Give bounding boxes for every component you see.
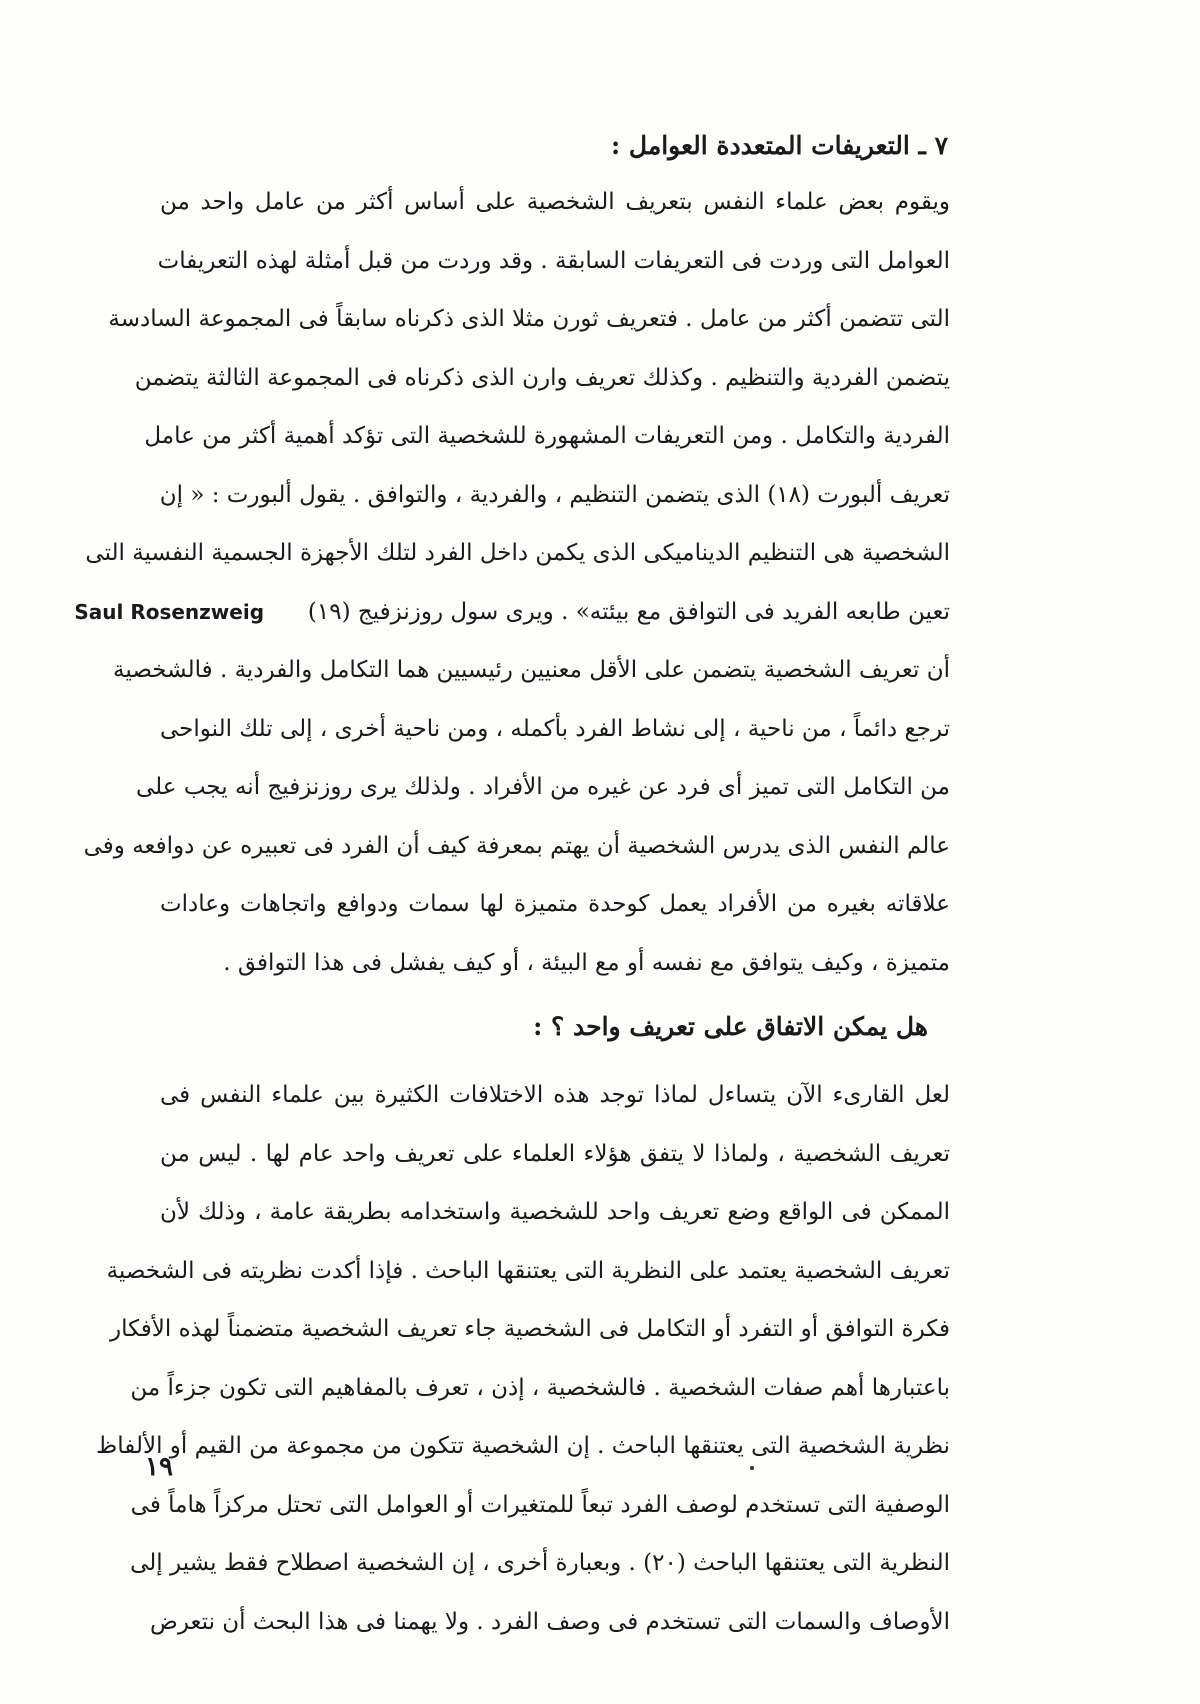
text-line: ترجع دائماً ، من ناحية ، إلى نشاط الفرد بأكمله ، ومن ناحية أخرى ، إلى تلك النواحى: [159, 715, 950, 742]
text-line: تعريف الشخصية يعتمد على النظرية التى يعتنقها الباحث . فإذا أكدت نظريته فى الشخصية: [106, 1257, 950, 1284]
text-line: تعريف ألبورت (١٨) الذى يتضمن التنظيم ، والفردية ، والتوافق . يقول ألبورت : « إن: [159, 481, 950, 508]
text-line: متميزة ، وكيف يتوافق مع نفسه أو مع البيئة ، أو كيف يفشل فى هذا التوافق .: [223, 949, 950, 976]
print-dot-mark: [750, 1466, 754, 1470]
text-line-arabic-part: تعين طابعه الفريد فى التوافق مع بيئته» . ويرى سول روزنزفيج (١٩): [307, 598, 950, 625]
page-number: ١٩: [145, 1452, 173, 1482]
text-line: نظرية الشخصية التى يعتنقها الباحث . إن الشخصية تتكون من مجموعة من القيم أو الألفاظ: [96, 1433, 950, 1459]
text-line: من التكامل التى تميز أى فرد عن غيره من الأفراد . ولذلك يرى روزنزفيج أنه يجب على: [136, 774, 950, 800]
text-line: الوصفية التى تستخدم لوصف الفرد تبعاً للمتغيرات أو العوامل التى تحتل مركزاً هاماً فى: [130, 1491, 950, 1518]
text-line: التى تتضمن أكثر من عامل . فتعريف ثورن مثلا الذى ذكرناه سابقاً فى المجموعة السادسة: [108, 306, 950, 332]
text-line: باعتبارها أهم صفات الشخصية . فالشخصية ، إذن ، تعرف بالمفاهيم التى تكون جزءاً من: [130, 1374, 950, 1401]
text-line: الفردية والتكامل . ومن التعريفات المشهورة للشخصية التى تؤكد أهمية أكثر من عامل: [144, 423, 950, 449]
paragraph-multifactor-definitions: [74, 173, 950, 992]
text-line: فكرة التوافق أو التفرد أو التكامل فى الشخصية جاء تعريف الشخصية متضمناً لهذه الأفكار: [109, 1316, 950, 1342]
text-line: الأوصاف والسمات التى تستخدم فى وصف الفرد . ولا يهمنا فى هذا البحث أن نتعرض: [150, 1608, 950, 1635]
text-line: الشخصية هى التنظيم الديناميكى الذى يكمن داخل الفرد لتلك الأجهزة الجسمية النفسية التى: [85, 540, 950, 566]
text-line: علاقاته بغيره من الأفراد يعمل كوحدة متميزة لها سمات ودوافع واتجاهات وعادات: [160, 891, 950, 917]
text-line: تعريف الشخصية ، ولماذا لا يتفق هؤلاء العلماء على تعريف واحد عام لها . ليس من: [160, 1140, 950, 1167]
page-content: [74, 125, 950, 1651]
text-line: يتضمن الفردية والتنظيم . وكذلك تعريف وارن الذى ذكرناه فى المجموعة الثالثة يتضمن: [134, 364, 950, 391]
section-heading-single-definition: هل يمكن الاتفاق على تعريف واحد ؟ :: [533, 1012, 928, 1041]
latin-name-saul-rosenzweig: Saul Rosenzweig: [74, 599, 265, 624]
text-line-with-latin: [74, 583, 950, 642]
text-line: العوامل التى وردت فى التعريفات السابقة . وقد وردت من قبل أمثلة لهذه التعريفات: [157, 247, 950, 274]
text-line: النظرية التى يعتنقها الباحث (٢٠) . وبعبارة أخرى ، إن الشخصية اصطلاح فقط يشير إلى: [130, 1550, 950, 1576]
section-heading-multifactor-definitions: ٧ ـ التعريفات المتعددة العوامل :: [610, 131, 948, 160]
text-line: ويقوم بعض علماء النفس بتعريف الشخصية على أساس أكثر من عامل واحد من: [160, 189, 950, 215]
text-line: الممكن فى الواقع وضع تعريف واحد للشخصية واستخدامه بطريقة عامة ، وذلك لأن: [160, 1199, 950, 1225]
text-line: أن تعريف الشخصية يتضمن على الأقل معنيين رئيسيين هما التكامل والفردية . فالشخصية: [113, 657, 950, 683]
text-line: لعل القارىء الآن يتساءل لماذا توجد هذه الاختلافات الكثيرة بين علماء النفس فى: [160, 1082, 950, 1108]
text-line: عالم النفس الذى يدرس الشخصية أن يهتم بمعرفة كيف أن الفرد فى تعبيره عن دوافعه وفى: [83, 832, 950, 859]
